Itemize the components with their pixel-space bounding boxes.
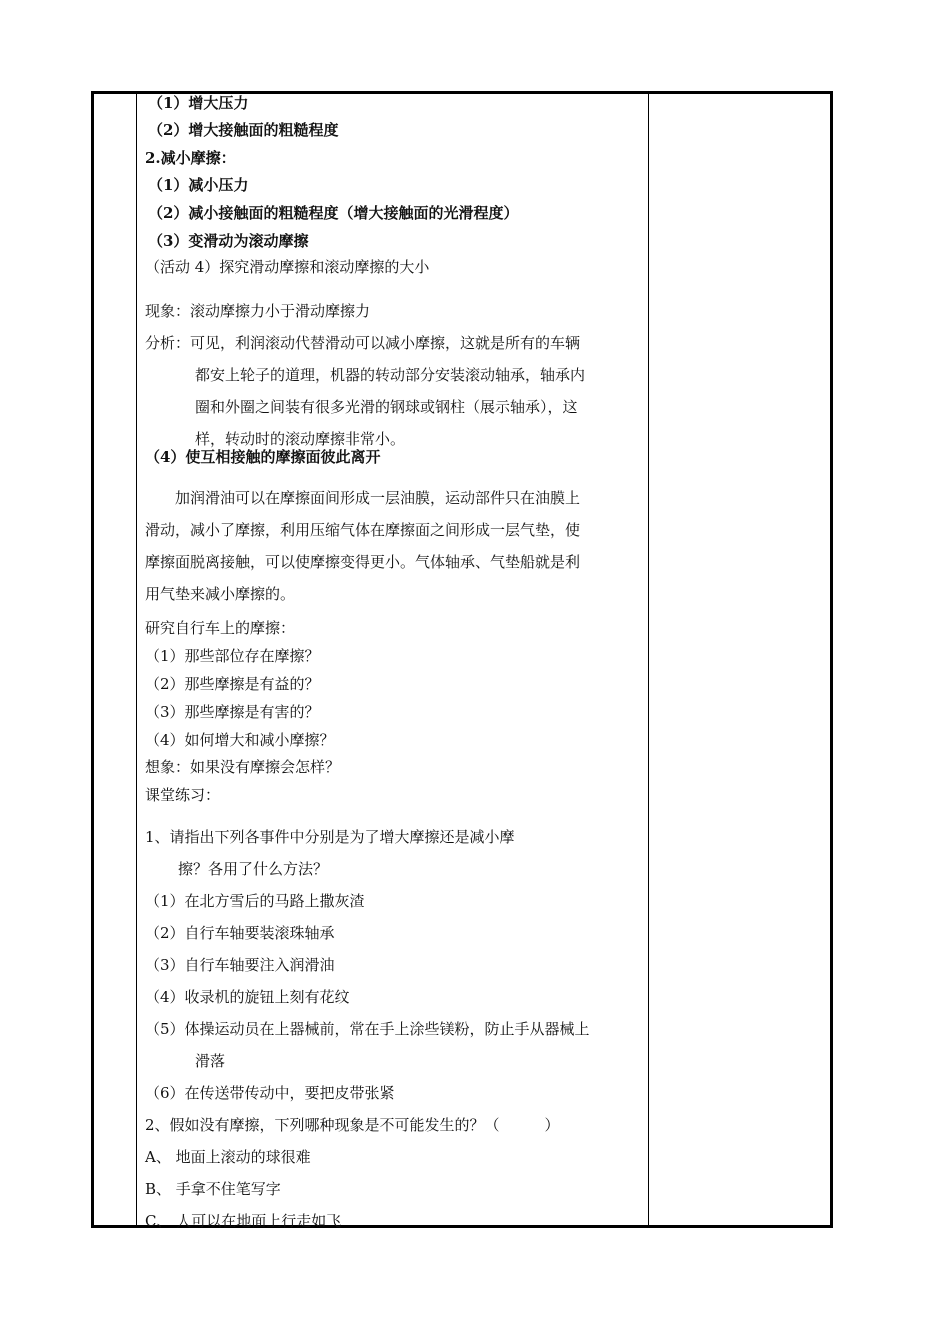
text-line: （活动 4）探究滑动摩擦和滚动摩擦的大小 bbox=[145, 258, 430, 276]
column-divider-right bbox=[648, 91, 649, 1228]
text-line: （2）那些摩擦是有益的？ bbox=[145, 675, 320, 693]
text-line: 想象：如果没有摩擦会怎样？ bbox=[145, 758, 341, 776]
text-line: 都安上轮子的道理，机器的转动部分安装滚动轴承，轴承内 bbox=[195, 366, 586, 384]
text-line: （2）自行车轴要装滚珠轴承 bbox=[145, 924, 335, 942]
text-line: 现象：滚动摩擦力小于滑动摩擦力 bbox=[145, 302, 371, 320]
exercise-question: 2、假如没有摩擦，下列哪种现象是不可能发生的？（ ） bbox=[145, 1116, 560, 1134]
text-line: （5）体操运动员在上器械前，常在手上涂些镁粉，防止手从器械上 bbox=[145, 1020, 590, 1038]
text-line: （4）收录机的旋钮上刻有花纹 bbox=[145, 988, 350, 1006]
text-line: （1）减小压力 bbox=[148, 176, 249, 194]
text-line: （3）那些摩擦是有害的？ bbox=[145, 703, 320, 721]
answer-option: A、 地面上滚动的球很难 bbox=[145, 1148, 311, 1166]
text-line: 圈和外圈之间装有很多光滑的钢球或钢柱（展示轴承），这 bbox=[195, 398, 578, 416]
section-heading: （4）使互相接触的摩擦面彼此离开 bbox=[145, 448, 381, 466]
text-line: （3）变滑动为滚动摩擦 bbox=[148, 232, 309, 250]
text-line: （6）在传送带传动中，要把皮带张紧 bbox=[145, 1084, 395, 1102]
text-line: （4）如何增大和减小摩擦？ bbox=[145, 731, 335, 749]
text-line: 滑动，减小了摩擦，利用压缩气体在摩擦面之间形成一层气垫，使 bbox=[145, 521, 581, 539]
text-line: 样，转动时的滚动摩擦非常小。 bbox=[195, 430, 406, 448]
section-heading: 2.减小摩擦： bbox=[145, 149, 236, 167]
text-line: （2）减小接触面的粗糙程度（增大接触面的光滑程度） bbox=[148, 204, 519, 222]
text-line: 滑落 bbox=[195, 1052, 226, 1070]
column-divider-left bbox=[136, 91, 137, 1228]
text-line: 课堂练习： bbox=[145, 786, 221, 804]
text-line: 摩擦面脱离接触，可以使摩擦变得更小。气体轴承、气垫船就是利 bbox=[145, 553, 581, 571]
answer-option: C、 人可以在地面上行走如飞 bbox=[145, 1212, 342, 1230]
lesson-table bbox=[91, 91, 833, 1228]
text-line: 分析：可见，利润滚动代替滑动可以减小摩擦，这就是所有的车辆 bbox=[145, 334, 581, 352]
text-line: 用气垫来减小摩擦的。 bbox=[145, 585, 296, 603]
text-line: （1）那些部位存在摩擦？ bbox=[145, 647, 320, 665]
text-line: 加润滑油可以在摩擦面间形成一层油膜，运动部件只在油膜上 bbox=[175, 489, 581, 507]
text-line: 研究自行车上的摩擦： bbox=[145, 619, 296, 637]
answer-option: B、 手拿不住笔写字 bbox=[145, 1180, 281, 1198]
text-line: （1）在北方雪后的马路上撒灰渣 bbox=[145, 892, 365, 910]
text-line: 擦？各用了什么方法？ bbox=[178, 860, 329, 878]
text-line: （2）增大接触面的粗糙程度 bbox=[148, 121, 339, 139]
exercise-question: 1、请指出下列各事件中分别是为了增大摩擦还是减小摩 bbox=[145, 828, 515, 846]
text-line: （1）增大压力 bbox=[148, 94, 249, 112]
text-line: （3）自行车轴要注入润滑油 bbox=[145, 956, 335, 974]
